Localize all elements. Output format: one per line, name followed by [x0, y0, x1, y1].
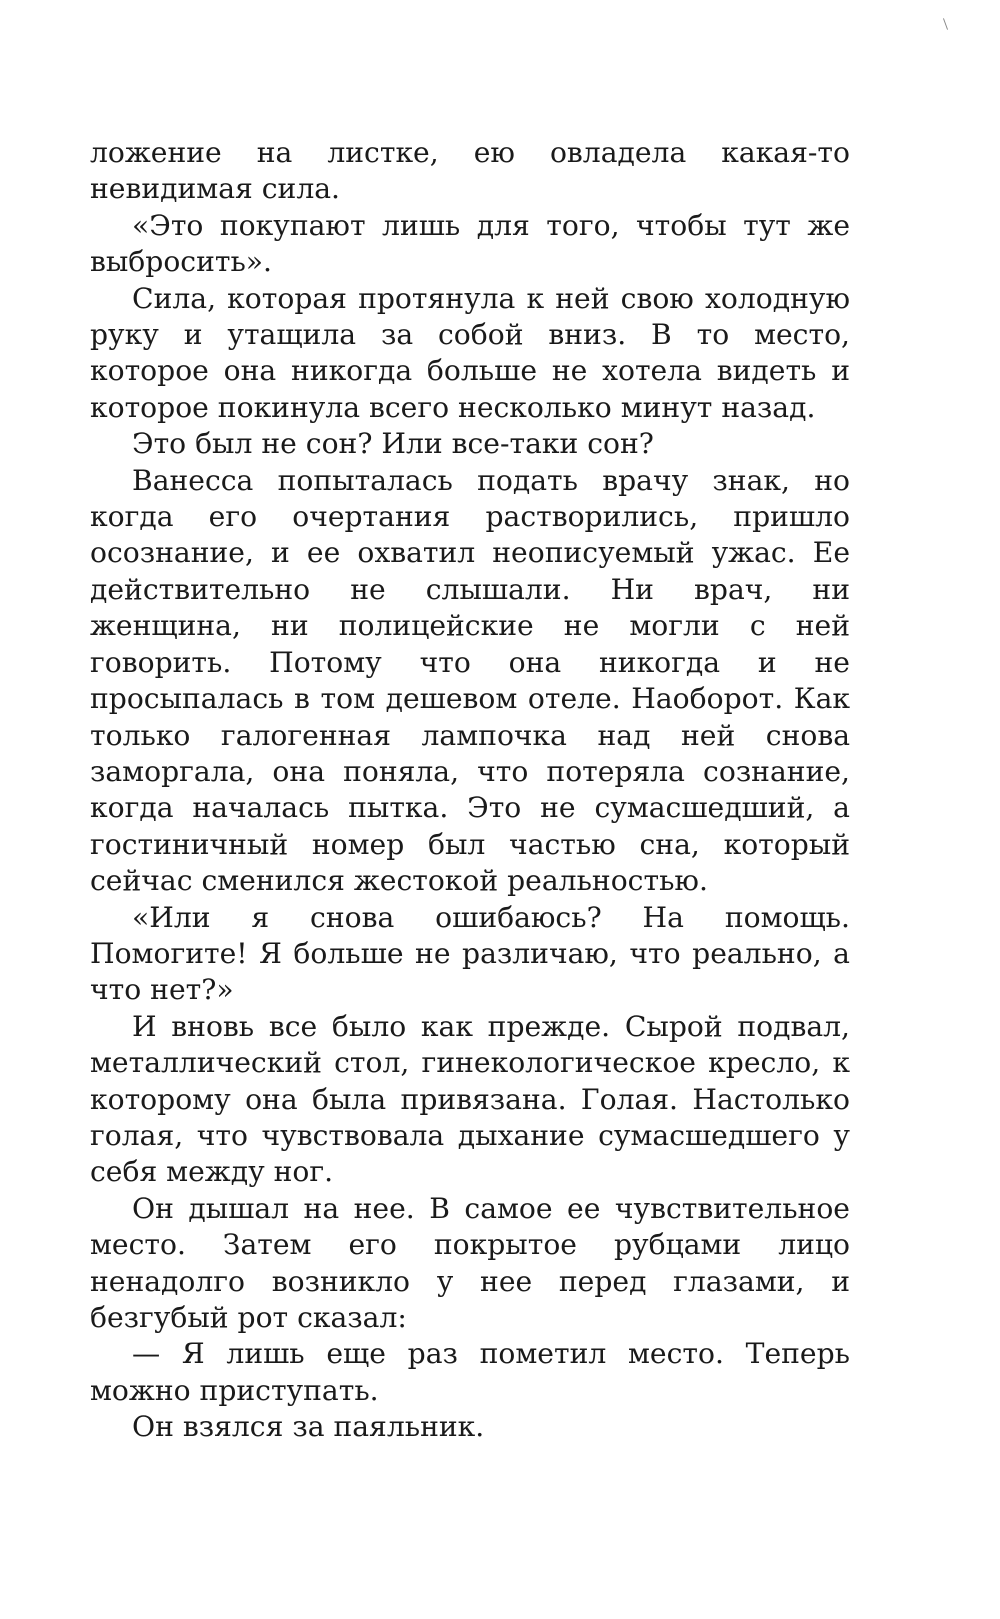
body-text [90, 135, 850, 1446]
paragraph-3: Сила, которая протянула к ней свою холодную руку и утащила за собой вниз. В то место, которое она никогда больше не хотела видеть и которое покинула всего несколько минут назад. [90, 281, 850, 424]
paragraph-6: «Или я снова ошибаюсь? На помощь. Помогите! Я больше не различаю, что реально, а что нет?» [90, 900, 850, 1007]
paragraph-5: Ванесса попыталась подать врачу знак, но когда его очертания растворились, пришло осознание, и ее охватил неописуемый ужас. Ее действительно не слышали. Ни врач, ни женщина, ни полицейские не могли с ней говорить. Потому что она никогда и не просыпалась в том дешевом отеле. Наоборот. Как только галогенная лампочка над ней снова заморгала, она поняла, что потеряла сознание, когда началась пытка. Это не сумасшедший, а гостиничный номер был частью сна, который сейчас сменился жестокой реальностью. [90, 463, 850, 898]
paragraph-8: Он дышал на нее. В самое ее чувствительное место. Затем его покрытое рубцами лицо ненадолго возникло у нее перед глазами, и безгубый рот сказал: [90, 1191, 850, 1334]
scan-mark [943, 18, 948, 30]
paragraph-10: Он взялся за паяльник. [132, 1410, 485, 1444]
paragraph-1: ложение на листке, ею овладела какая-то невидимая сила. [90, 136, 850, 206]
paragraph-7: И вновь все было как прежде. Сырой подвал, металлический стол, гинекологическое кресло, к которому она была привязана. Голая. Настолько голая, что чувствовала дыхание сумасшедшего у себя между ног. [90, 1009, 850, 1189]
paragraph-9: — Я лишь еще раз пометил место. Теперь можно приступать. [90, 1337, 850, 1407]
paragraph-2: «Это покупают лишь для того, чтобы тут же выбросить». [90, 208, 850, 279]
paragraph-4: Это был не сон? Или все-таки сон? [132, 427, 654, 461]
